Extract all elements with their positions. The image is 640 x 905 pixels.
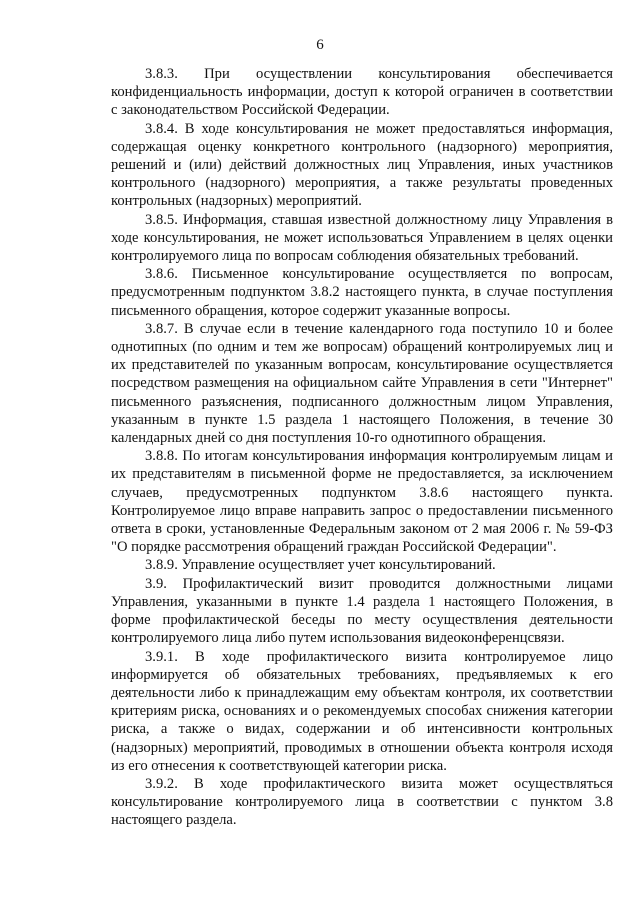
paragraph-3-8-5: 3.8.5. Информация, ставшая известной должностному лицу Управления в ходе консультирования, не может использоваться Управлением в целях оценки контролируемого лица по вопросам соблюдения обязательных требований.: [111, 211, 613, 265]
paragraph-3-9-1: 3.9.1. В ходе профилактического визита контролируемое лицо информируется об обязательных требованиях, предъявляемых к его деятельности либо к принадлежащим ему объектам контроля, их соответствии критериям риска, основаниях и о рекомендуемых способах снижения категории риска, а также о видах, содержании и об интенсивности контрольных (надзорных) мероприятий, проводимых в отношении объекта контроля исходя из его отнесения к соответствующей категории риска.: [111, 648, 613, 774]
paragraph-3-8-7: 3.8.7. В случае если в течение календарного года поступило 10 и более однотипных (по одним и тем же вопросам) обращений контролируемых лиц и их представителей по указанным вопросам, консультирование осуществляется посредством размещения на официальном сайте Управления в сети "Интернет" письменного разъяснения, подписанного должностным лицом Управления, указанным в пункте 1.5 раздела 1 настоящего Положения, в течение 30 календарных дней со дня поступления 10-го однотипного обращения.: [111, 320, 613, 447]
paragraph-3-8-4: 3.8.4. В ходе консультирования не может предоставляться информация, содержащая оценку конкретного контрольного (надзорного) мероприятия, решений и (или) действий должностных лиц Управления, иных участников контрольного (надзорного) мероприятия, а также результаты проведенных контрольных (надзорных) мероприятий.: [111, 120, 613, 210]
page-number: 6: [316, 37, 324, 53]
paragraph-3-8-6: 3.8.6. Письменное консультирование осуществляется по вопросам, предусмотренным подпунктом 3.8.2 настоящего пункта, в случае поступления письменного обращения, которое содержит указанные вопросы.: [111, 266, 613, 319]
paragraph-3-8-8: 3.8.8. По итогам консультирования информация контролируемым лицам и их представителям в письменной форме не предоставляется, за исключением случаев, предусмотренных подпунктом 3.8.6 настоящего пункта. Контролируемое лицо вправе направить запрос о предоставлении письменного ответа в сроки, установленные Федеральным законом от 2 мая 2006 г. № 59-ФЗ "О порядке рассмотрения обращений граждан Российской Федерации".: [111, 448, 613, 556]
document-body: [111, 65, 613, 830]
paragraph-3-9: 3.9. Профилактический визит проводится должностными лицами Управления, указанными в пункте 1.4 раздела 1 настоящего Положения, в форме профилактической беседы по месту осуществления деятельности контролируемого лица либо путем использования видеоконференцсвязи.: [111, 575, 613, 647]
paragraph-3-8-3: 3.8.3. При осуществлении консультирования обеспечивается конфиденциальность информации, доступ к которой ограничен в соответствии с законодательством Российской Федерации.: [111, 66, 613, 119]
paragraph-3-9-2: 3.9.2. В ходе профилактического визита может осуществляться консультирование контролируемого лица в соответствии с пунктом 3.8 настоящего раздела.: [111, 775, 613, 829]
paragraph-3-8-9: 3.8.9. Управление осуществляет учет консультирований.: [145, 557, 496, 574]
